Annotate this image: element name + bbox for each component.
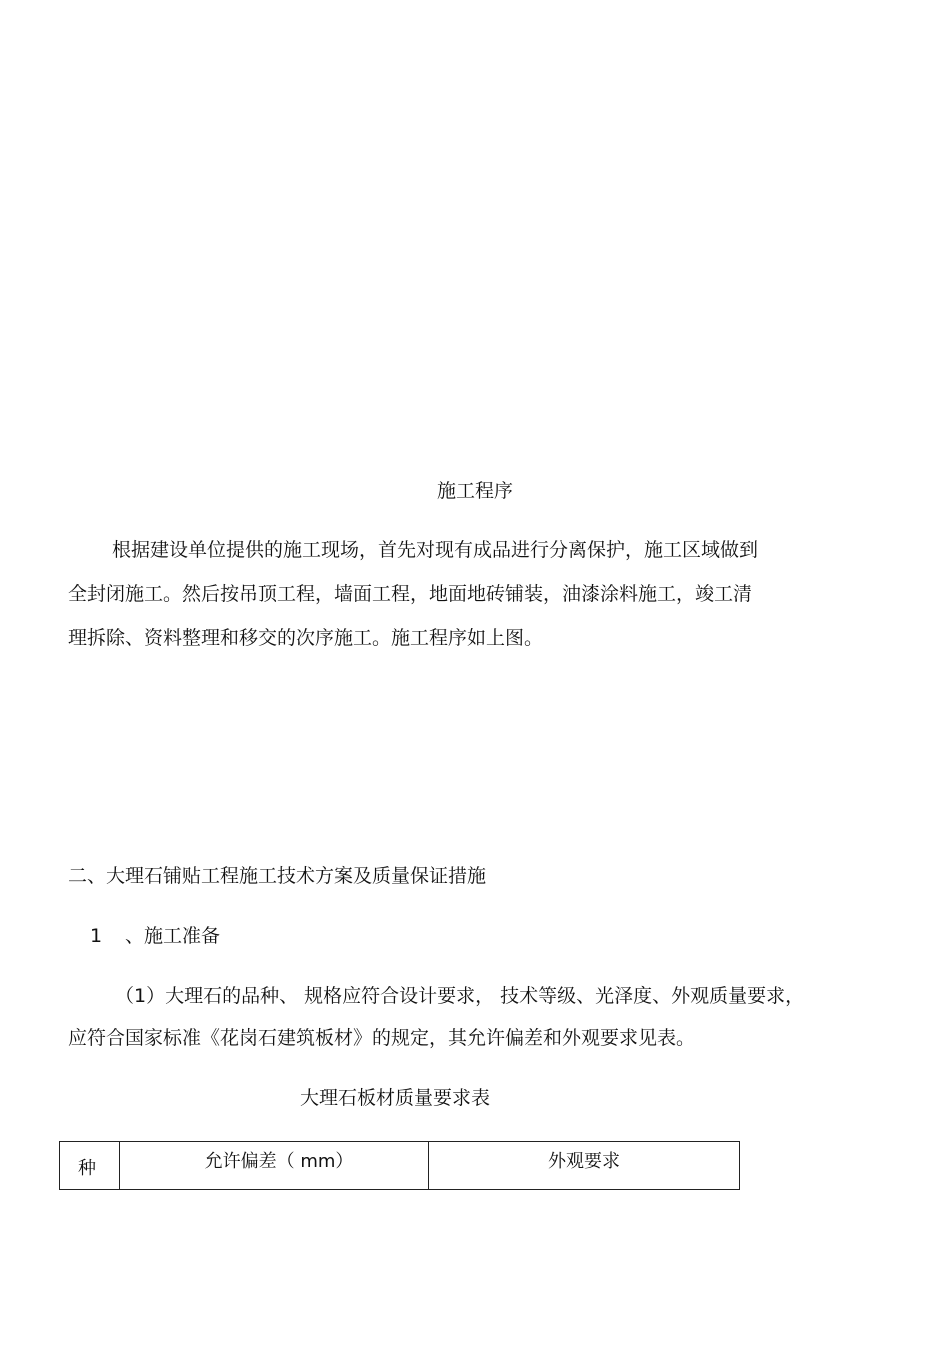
- header-cell-label: 允许偏差（ mm）: [204, 1151, 354, 1172]
- header-cell-variety: [60, 1142, 120, 1190]
- header-cell-appearance: [429, 1142, 740, 1190]
- chapter-heading: 二、大理石铺贴工程施工技术方案及质量保证措施: [68, 865, 487, 887]
- paragraph-line: （1）大理石的品种、 规格应符合设计要求， 技术等级、光泽度、外观质量要求，: [115, 985, 805, 1007]
- section-title: 施工程序: [436, 480, 513, 502]
- header-cell-label: 外观要求: [548, 1151, 620, 1172]
- table-caption: 大理石板材质量要求表: [299, 1087, 490, 1109]
- paragraph-line: 理拆除、资料整理和移交的次序施工。施工程序如上图。: [68, 627, 544, 649]
- subsection-title: 、施工准备: [125, 925, 221, 947]
- paragraph-line: 应符合国家标准《花岗石建筑板材》的规定，其允许偏差和外观要求见表。: [68, 1027, 696, 1049]
- quality-requirements-table: [59, 1141, 740, 1190]
- paragraph-line: 根据建设单位提供的施工现场，首先对现有成品进行分离保护，施工区域做到: [112, 539, 759, 561]
- paragraph-line: 全封闭施工。然后按吊顶工程，墙面工程，地面地砖铺装，油漆涂料施工，竣工清: [68, 583, 753, 605]
- header-cell-label: 种: [78, 1158, 96, 1179]
- header-cell-tolerance: [120, 1142, 429, 1190]
- table-header-row: [60, 1142, 740, 1190]
- subsection-number: 1: [90, 925, 103, 947]
